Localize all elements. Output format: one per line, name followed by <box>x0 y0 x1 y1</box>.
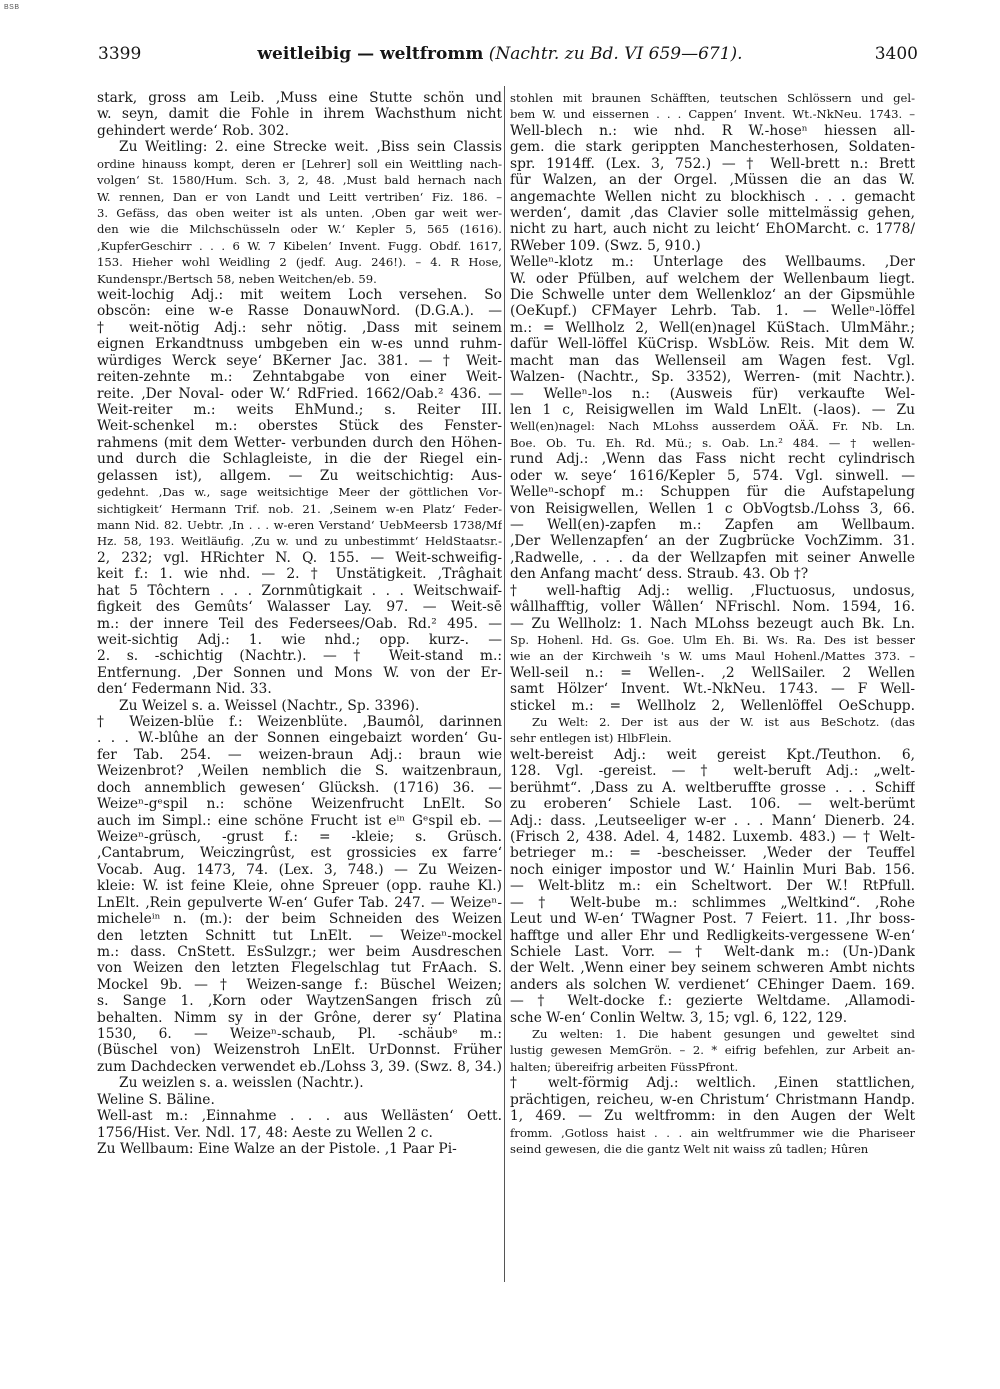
text-line: macht man das Wellenseil am Wagen fest. Vgl. <box>510 352 915 369</box>
text-line: figkeit des Gemûts‘ Walasser Lay. 97. — Weit-sē <box>97 599 502 616</box>
text-line: gem. die stark gerippten Manchesterhosen, Soldaten- <box>510 139 915 156</box>
text-line: den letzten Schnitt tut LnElt. — Weizeⁿ-mockel <box>97 927 502 944</box>
text-line: mann Nid. 82. Uebtr. ‚In . . . w-eren Verstand‘ UebMeersb 1738/Mf <box>97 517 502 532</box>
text-line: Vocab. Aug. 1473, 74. (Lex. 3, 748.) — Zu Weizen- <box>97 861 502 878</box>
text-line: 1756/Hist. Ver. Ndl. 17, 48: Aeste zu Wellen 2 c. <box>97 1124 433 1141</box>
text-line: 1530, 6. — Weizeⁿ-schaub, Pl. -schäubᵉ m.: <box>97 1026 502 1043</box>
text-line: Zu weizlen s. a. weisslen (Nachtr.). <box>119 1075 364 1092</box>
text-line: hafftge und aller Ehr und Redligkeits-vergessene W-en‘ <box>510 927 915 944</box>
text-line: von Reisigwellen, Wellen 1 c ObVogtsb./Lohss 3, 66. <box>510 500 915 517</box>
text-line: der Welt. ‚Wenn einer bey seinem schweren Ambt nichts <box>510 960 915 977</box>
text-line: (Büschel von) Weizenstroh LnElt. UrDonnst. Früher <box>97 1042 502 1059</box>
text-line: reite. ‚Der Noval- oder W.‘ RdFried. 1662/Oab.² 436. — <box>97 385 502 402</box>
text-line: 2. s. -schichtig (Nachtr.). — † Weit-stand m.: <box>97 648 502 665</box>
text-line: weit-lochig Adj.: mit weitem Loch versehen. So <box>97 287 502 304</box>
text-line: fromm. ‚Gotloss haist . . . ain weltfrummer wie die Phariseer <box>510 1125 915 1140</box>
text-line: angemachte Wellen nicht zu blockhisch . . . gemacht <box>510 188 915 205</box>
text-line: weit-sichtig Adj.: 1. wie nhd.; opp. kurz-. — <box>97 631 502 648</box>
text-line: Zu Weitling: 2. eine Strecke weit. ‚Biss sein Classis <box>119 139 502 156</box>
text-line: Weizeⁿ-grüsch, -grust f.: = -kleie; s. Grüsch. <box>97 828 502 845</box>
text-line: ‚Cantabrum, Weiczingrûst, est grossicies ex farre‘ <box>97 845 502 862</box>
text-line: Leut und W-en‘ TWagner Post. 7 Feiert. 11. ‚Ihr boss- <box>510 911 915 928</box>
text-line: Zu Welt: 2. Der ist aus der W. ist aus BeSchotz. (das <box>532 715 915 730</box>
text-line: Zu Weizel s. a. Weissel (Nachtr., Sp. 3396). <box>119 697 420 714</box>
text-line: W. rennen, Dan er von Landt und Leitt vertriben‘ Fiz. 186. – <box>97 189 502 204</box>
text-line: Sp. Hohenl. Hd. Gs. Goe. Ulm Eh. Bi. Ws. Ra. Des ist besser <box>510 632 915 647</box>
text-line: hat 5 Tôchtern . . . Zornmûtigkait . . . Weitschwaif- <box>97 582 502 599</box>
text-line: kleie: W. ist feine Kleie, ohne Spreuer (opp. rauhe Kl.) <box>97 878 502 895</box>
text-line: rund Adj.: ‚Wenn das Fass nicht recht cylindrisch <box>510 451 915 468</box>
text-line: Mockel 9b. — † Weizen-sange f.: Büschel Weizen; <box>97 976 502 993</box>
text-line: wâllhafftig, voller Wâllen‘ NFrischl. Nom. 1594, 16. <box>510 599 915 616</box>
text-line: den‘ Federmann Nid. 33. <box>97 681 272 698</box>
text-line: gedehnt. ‚Das w., sage weitsichtige Meer der göttlichen Vor- <box>97 485 502 500</box>
text-line: volgen‘ St. 1580/Hum. Sch. 3, 2, 48. ‚Must bald hernach nach <box>97 173 502 188</box>
text-line: Zu Wellbaum: Eine Walze an der Pistole. ‚1 Paar Pi- <box>97 1141 457 1157</box>
headword-range: weitleibig — weltfromm <box>257 44 484 64</box>
text-line: Weline S. Bäline. <box>97 1091 215 1108</box>
text-line: m.: dass. CnStett. EsSulzgr.; wer beim Ausdreschen <box>97 943 502 960</box>
text-line: nicht zu hart, auch nicht zu leicht‘ EhOMarcht. c. 1778/ <box>510 221 915 238</box>
text-line: berühmt“. ‚Dass zu A. weltberuffte grosse . . . Schiff <box>510 779 915 796</box>
text-line: 128. Vgl. -gereist. — † welt-beruft Adj.: „welt- <box>510 763 915 780</box>
text-line: Well-seil n.: = Wellen-. ‚2 WellSailer. 2 Wellen <box>510 664 915 681</box>
text-line: LnElt. ‚Rein gepulverte W-en‘ Gufer Tab. 247. — Weizeⁿ- <box>97 894 502 911</box>
text-line: Welleⁿ-klotz m.: Unterlage des Wellbaums. ‚Der <box>510 254 915 271</box>
text-line: Schiele Last. Vorr. — † Welt-dank m.: (Un-)Dank <box>510 943 915 960</box>
text-line: — Well(en)-zapfen m.: Zapfen am Wellbaum. <box>510 516 915 533</box>
text-line: Weit-reiter m.: weits EhMund.; s. Reiter III. <box>97 402 502 419</box>
text-line: gehindert werde‘ Rob. 302. <box>97 122 290 139</box>
text-line: — Welt-blitz m.: ein Scheltwort. Der W.! RtPfull. <box>510 878 915 895</box>
text-line: dafür Well-löffel KüCrisp. WsbLöw. Reis. Mit dem W. <box>510 336 915 353</box>
text-line: len 1 c, Reisigwellen im Wald LnElt. (-laos). — Zu <box>510 402 915 419</box>
text-line: zum Dachdecken verwendet eb./Lohss 3, 39. (Swz. 8, 34.) <box>97 1058 502 1075</box>
text-line: für Walzen, an der Orgel. ‚Müssen die an das W. <box>510 172 915 189</box>
left-column <box>97 90 502 1157</box>
text-line: Well-blech n.: wie nhd. R W.-hoseⁿ hiessen all- <box>510 122 915 139</box>
text-line: welt-bereist Adj.: weit gereist Kpt./Teuthon. 6, <box>510 746 915 763</box>
page-number-left: 3399 <box>98 44 142 64</box>
text-line: — † Welt-bube m.: schlimmes „Weltkind“. ‚Rohe <box>510 894 915 911</box>
text-line: behalten. Nimm sy in der Grône, derer sy‘ Platina <box>97 1009 502 1026</box>
text-line: sche W-en‘ Conlin Weltw. 3, 15; vgl. 6, 122, 129. <box>510 1009 848 1026</box>
text-line: 153. Hieher wohl Weidling 2 (jedf. Aug. 246!). – 4. R Hose, <box>97 255 502 270</box>
text-line: werden‘, damit ‚das Clavier solle mittelmässig gehen, <box>510 204 915 221</box>
text-line: — † Welt-docke f.: gezierte Weltdame. ‚Allamodi- <box>510 993 915 1010</box>
text-line: m.: = Wellholz 2, Well(en)nagel KüStach. UlmMähr.; <box>510 319 915 336</box>
running-head <box>0 44 1000 64</box>
text-line: seind gewesen, die die gantz Welt nit waiss zû tadlen; Hûren <box>510 1142 869 1156</box>
text-line: Die Schwelle unter dem Wellenkloz‘ an der Gipsmühle <box>510 287 915 304</box>
text-line: micheleⁱⁿ n. (m.): der beim Schneiden des Weizen <box>97 911 502 928</box>
text-line: Weizenbrot? ‚Weilen nemblich die S. waitzenbraun, <box>97 763 502 780</box>
text-line: den Anfang macht‘ dess. Straub. 43. Ob †? <box>510 566 809 583</box>
text-line: † Weizen-blüe f.: Weizenblüte. ‚Baumôl, darinnen <box>97 714 502 731</box>
text-line: m.: der innere Teil des Federsees/Oab. Rd.² 495. — <box>97 615 502 632</box>
text-line: noch einiger impostor und W.‘ Hainlin Muri Bab. 156. <box>510 861 915 878</box>
text-line: reiten-zehnte m.: Zehntabgabe von einer Weit- <box>97 369 502 386</box>
text-line: W. oder Pfülben, auf welchem der Wellenbaum liegt. <box>510 270 915 287</box>
text-line: Well-ast m.: ‚Einnahme . . . aus Wellästen‘ Oett. <box>97 1108 502 1125</box>
text-line: Kundenspr./Bertsch 58, neben Weitchen/eb. 59. <box>97 271 377 286</box>
text-line: ‚KupferGeschirr . . . 6 W. 7 Kibelen‘ Invent. Fugg. Obdf. 1617, <box>97 238 502 253</box>
text-line: stark, gross am Leib. ‚Muss eine Stutte schön und <box>97 90 502 106</box>
text-line: — Zu Wellholz: 1. Nach MLohss bezeugt auch Bk. Ln. <box>510 615 915 632</box>
text-line: Entfernung. ‚Der Sonnen und Mons W. von der Er- <box>97 664 502 681</box>
text-line: Walzen- (Nachtr., Sp. 3352), Werren- (mit Nachtr.). <box>510 369 915 386</box>
text-line: rahmens (mit dem Wetter- verbunden durch den Höhen- <box>97 434 502 451</box>
column-divider <box>504 86 505 1282</box>
text-line: 1, 469. — Zu weltfromm: in den Augen der Welt <box>510 1108 915 1125</box>
text-line: w. seyn, damit die Fohle in ihrem Wachsthum nicht <box>97 106 502 123</box>
text-line: spr. 1914ff. (Lex. 3, 752.) — † Well-brett n.: Brett <box>510 155 915 172</box>
text-line: (Frisch 2, 438. Adel. 4, 1482. Luxemb. 483.) — † Welt- <box>510 828 915 845</box>
text-line: . . . W.-blûhe an der Sonnen eingebaizt worden‘ Gu- <box>97 730 502 747</box>
text-line: keit f.: 1. wie nhd. — 2. † Unstätigkeit. ‚Trâghait <box>97 566 502 583</box>
text-line: obscön: eine w-e Rasse DonauwNord. (D.G.A.). — <box>97 303 502 320</box>
text-line: Adj.: dass. ‚Leutseeliger w-er . . . Mann‘ Dienerb. 24. <box>510 812 915 829</box>
right-column <box>510 90 915 1157</box>
text-line: (OeKupf.) CFMayer Lehrb. Tab. 1. — Welleⁿ-löffel <box>510 303 915 320</box>
text-line: fer Tab. 254. — weizen-braun Adj.: braun wie <box>97 746 502 763</box>
text-line: Zu welten: 1. Die habent gesungen und geweltet sind <box>532 1027 915 1042</box>
text-line: ‚Der Wellenzapfen‘ an der Zugbrücke VochZimm. 31. <box>510 533 915 550</box>
text-line: Weit-schenkel m.: oberstes Stück des Fenster- <box>97 418 502 435</box>
text-line: stickel m.: = Wellholz 2, Wellenlöffel OeSchupp. <box>510 697 915 714</box>
text-line: oder w. seye‘ 1616/Kepler 5, 574. Vgl. sinwell. — <box>510 467 915 484</box>
text-line: † well-haftig Adj.: wellig. ‚Fluctuosus, undosus, <box>510 582 915 599</box>
text-line: anders als solchen W. verdienet‘ CEhinger Daem. 169. <box>510 976 915 993</box>
text-line: Well(en)nagel: Nach MLohss ausserdem OÄÄ. Fr. Nb. Ln. <box>510 419 915 434</box>
text-line: gelassen ist), allgem. — Zu weitschichtig: Aus- <box>97 467 502 484</box>
text-line: Weizeⁿ-gᵉspil n.: schöne Weizenfrucht LnElt. So <box>97 796 502 813</box>
text-line: — Welleⁿ-los n.: (Ausweis für) verkaufte Wel- <box>510 385 915 402</box>
text-line: auch im Simpl.: eine schöne Frucht ist eⁱⁿ Gᵉspil eb. — <box>97 812 502 829</box>
text-line: Welleⁿ-schopf m.: Schuppen für die Aufstapelung <box>510 484 915 501</box>
text-line: † welt-förmig Adj.: weltlich. ‚Einen stattlichen, <box>510 1075 915 1092</box>
text-line: halten; übereifrig arbeiten FüssPfront. <box>510 1059 739 1074</box>
text-line: und durch die Schlagleiste, in die der Riegel ein- <box>97 451 502 468</box>
page-number-right: 3400 <box>874 44 918 64</box>
text-line: den wie die Milchschüsseln oder W.‘ Kepler 5, 565 (1616). <box>97 222 502 237</box>
supplement-note: (Nachtr. zu Bd. VI 659—671). <box>488 44 743 64</box>
text-line: würdiges Werck seye‘ BKerner Jac. 381. — † Weit- <box>97 352 502 369</box>
text-line: ‚Radwelle, . . . da der Wellzapfen mit seiner Anwelle <box>510 549 915 566</box>
library-stamp: BSB <box>4 4 20 11</box>
text-line: Boe. Ob. Tu. Eh. Rd. Mü.; s. Oab. Ln.² 484. — † wellen- <box>510 435 915 450</box>
text-line: ordine hinauss kompt, deren er [Lehrer] soll ein Weittling nach- <box>97 156 502 171</box>
text-line: stohlen mit braunen Schäfften, teutschen Schlössern und gel- <box>510 91 915 105</box>
text-line: von Weizen den letzten Flegelschlag tut FrAach. S. <box>97 960 502 977</box>
text-line: bem W. und eissernen . . . Cappen‘ Invent. Wt.-NkNeu. 1743. – <box>510 107 915 122</box>
text-line: doch annemblich gewesen‘ Glücksh. (1716) 36. — <box>97 779 502 796</box>
text-line: lustig gewesen MemGrön. – 2. * eifrig befehlen, zur Arbeit an- <box>510 1043 915 1058</box>
text-line: zu eroberen‘ Schiele Last. 106. — welt-berümt <box>510 796 915 813</box>
text-line: sehr entlegen ist) HlbFlein. <box>510 731 672 746</box>
text-line: 3. Gefäss, das oben weiter ist als unten. ‚Oben gar weit wer- <box>97 205 502 220</box>
text-line: betrieger m.: = -bescheisser. ‚Weder der Teuffel <box>510 845 915 862</box>
page-header <box>0 44 1000 74</box>
text-line: RWeber 109. (Swz. 5, 910.) <box>510 237 701 254</box>
text-line: sichtigkeit‘ Hermann Trif. nob. 21. ‚Seinem w-en Platz‘ Feder- <box>97 501 502 516</box>
text-line: s. Sange 1. ‚Korn oder WaytzenSangen frisch zû <box>97 993 502 1010</box>
text-line: † weit-nötig Adj.: sehr nötig. ‚Dass mit seinem <box>97 319 502 336</box>
text-line: 2, 232; vgl. HRichter N. Q. 155. — Weit-schweifig- <box>97 549 502 566</box>
text-line: prächtigen, reicheu, w-en Christum‘ Christmann Handp. <box>510 1091 915 1108</box>
text-line: samt Hölzer‘ Invent. Wt.-NkNeu. 1743. — F Well- <box>510 681 915 698</box>
text-line: eignen Erkandtnuss umbgeben ein w-es unnd ruhm- <box>97 336 502 353</box>
text-line: wie an der Kirchweih 's W. ums Maul Hohenl./Mattes 373. – <box>510 649 915 664</box>
text-line: Hz. 58, 193. Weitläufig. ‚Zu w. und zu unbestimmt‘ HeldStaatsr.- <box>97 534 502 549</box>
